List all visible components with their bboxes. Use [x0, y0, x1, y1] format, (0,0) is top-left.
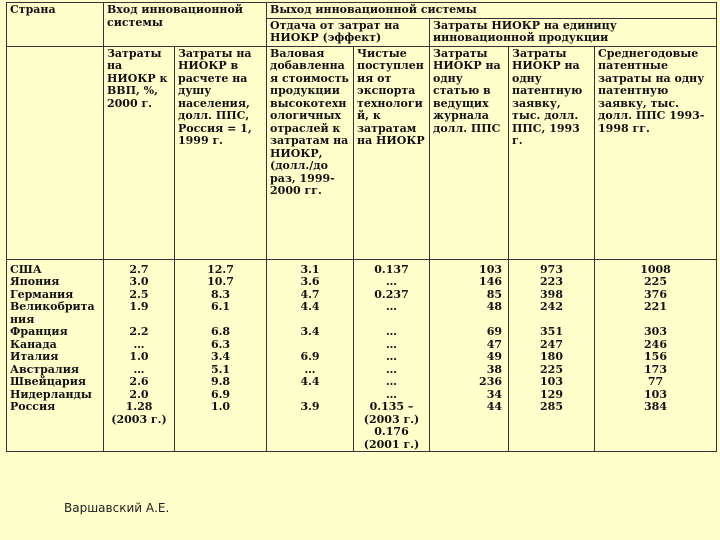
header-rnd-per-capita: Затраты на НИОКР в расчете на душу населения, долл. ППС, Россия = 1, 1999 г. — [175, 46, 267, 259]
per-patent-cell: 180 — [509, 351, 595, 364]
per-article-cell: 85 — [430, 289, 509, 302]
header-output: Выход инновационной системы — [267, 3, 717, 19]
author-caption: Варшавский А.Е. — [64, 501, 170, 515]
per-article-cell: 38 — [430, 364, 509, 377]
export-cell: … — [354, 351, 430, 364]
per-patent-avg-cell: 77 — [595, 376, 717, 389]
header-effect: Отдача от затрат на НИОКР (эффект) — [267, 18, 430, 46]
rnd-gdp-cell: 2.6 — [104, 376, 175, 389]
export-cell: … — [354, 389, 430, 402]
table-row — [7, 376, 717, 389]
per-patent-avg-cell: 303 — [595, 326, 717, 339]
header-blank — [7, 46, 104, 259]
rnd-gdp-cell: 2.7 — [104, 259, 175, 276]
per-patent-avg-cell: 156 — [595, 351, 717, 364]
rnd-per-capita-cell: 6.3 — [175, 339, 267, 352]
export-cell: … — [354, 276, 430, 289]
per-article-cell: 103 — [430, 259, 509, 276]
gva-cell: 6.9 — [267, 351, 354, 364]
per-patent-avg-cell: 225 — [595, 276, 717, 289]
per-patent-avg-cell: 384 — [595, 401, 717, 452]
rnd-per-capita-cell: 5.1 — [175, 364, 267, 377]
gva-cell: 4.4 — [267, 376, 354, 389]
per-article-cell: 146 — [430, 276, 509, 289]
per-patent-cell: 973 — [509, 259, 595, 276]
per-patent-avg-cell: 1008 — [595, 259, 717, 276]
gva-cell: 3.1 — [267, 259, 354, 276]
per-patent-cell: 103 — [509, 376, 595, 389]
rnd-per-capita-cell: 6.8 — [175, 326, 267, 339]
rnd-per-capita-cell: 6.1 — [175, 301, 267, 326]
gva-cell — [267, 389, 354, 402]
header-per-article: Затраты НИОКР на одну статью в ведущих журнала долл. ППС — [430, 46, 509, 259]
table-row — [7, 301, 717, 326]
gva-cell: 4.7 — [267, 289, 354, 302]
export-cell: … — [354, 364, 430, 377]
export-cell: … — [354, 301, 430, 326]
gva-cell — [267, 339, 354, 352]
rnd-gdp-cell: 1.9 — [104, 301, 175, 326]
per-patent-avg-cell: 173 — [595, 364, 717, 377]
rnd-per-capita-cell: 1.0 — [175, 401, 267, 452]
per-patent-avg-cell: 246 — [595, 339, 717, 352]
header-per-patent: Затраты НИОКР на одну патентную заявку, тыс. долл. ППС, 1993 г. — [509, 46, 595, 259]
rnd-per-capita-cell: 8.3 — [175, 289, 267, 302]
per-article-cell: 69 — [430, 326, 509, 339]
rnd-gdp-cell: 3.0 — [104, 276, 175, 289]
export-cell: … — [354, 376, 430, 389]
country-cell: Япония — [7, 276, 104, 289]
country-cell: Нидерланды — [7, 389, 104, 402]
gva-cell: 4.4 — [267, 301, 354, 326]
per-patent-cell: 225 — [509, 364, 595, 377]
per-patent-cell: 398 — [509, 289, 595, 302]
header-country: Страна — [7, 3, 104, 47]
rnd-gdp-cell: 2.0 — [104, 389, 175, 402]
rnd-per-capita-cell: 3.4 — [175, 351, 267, 364]
header-rnd-gdp: Затраты на НИОКР к ВВП, %, 2000 г. — [104, 46, 175, 259]
per-article-cell: 48 — [430, 301, 509, 326]
per-patent-cell: 129 — [509, 389, 595, 402]
rnd-per-capita-cell: 6.9 — [175, 389, 267, 402]
export-cell: 0.135 – (2003 г.) 0.176 (2001 г.) — [354, 401, 430, 452]
gva-cell: 3.9 — [267, 401, 354, 452]
per-patent-avg-cell: 103 — [595, 389, 717, 402]
rnd-per-capita-cell: 9.8 — [175, 376, 267, 389]
country-cell: США — [7, 259, 104, 276]
export-cell: 0.137 — [354, 259, 430, 276]
header-per-unit: Затраты НИОКР на единицу инновационной продукции — [430, 18, 717, 46]
header-gva: Валовая добавленная стоимость продукции высокотехнологичных отраслей к затратам на НИОКР, (долл./до раз, 1999-2000 гг. — [267, 46, 354, 259]
rnd-gdp-cell: 1.0 — [104, 351, 175, 364]
per-patent-avg-cell: 221 — [595, 301, 717, 326]
table-row — [7, 364, 717, 377]
country-cell: Германия — [7, 289, 104, 302]
country-cell: Канада — [7, 339, 104, 352]
per-patent-cell: 242 — [509, 301, 595, 326]
country-cell: Великобритания — [7, 301, 104, 326]
table-row — [7, 326, 717, 339]
innovation-table — [6, 2, 717, 452]
gva-cell: 3.6 — [267, 276, 354, 289]
per-patent-cell: 351 — [509, 326, 595, 339]
header-per-patent-avg: Среднегодовые патентные затраты на одну патентную заявку, тыс. долл. ППС 1993- 1998 гг. — [595, 46, 717, 259]
per-article-cell: 47 — [430, 339, 509, 352]
country-cell: Австралия — [7, 364, 104, 377]
per-patent-avg-cell: 376 — [595, 289, 717, 302]
table-row — [7, 289, 717, 302]
rnd-per-capita-cell: 12.7 — [175, 259, 267, 276]
per-article-cell: 236 — [430, 376, 509, 389]
header-export: Чистые поступления от экспорта технологий, к затратам на НИОКР — [354, 46, 430, 259]
table-row — [7, 401, 717, 452]
per-patent-cell: 223 — [509, 276, 595, 289]
rnd-gdp-cell: … — [104, 364, 175, 377]
country-cell: Швейцария — [7, 376, 104, 389]
export-cell: … — [354, 326, 430, 339]
rnd-gdp-cell: 2.2 — [104, 326, 175, 339]
table-row — [7, 276, 717, 289]
per-article-cell: 34 — [430, 389, 509, 402]
gva-cell: 3.4 — [267, 326, 354, 339]
export-cell: … — [354, 339, 430, 352]
table-row — [7, 389, 717, 402]
per-patent-cell: 285 — [509, 401, 595, 452]
per-article-cell: 44 — [430, 401, 509, 452]
header-input: Вход инновационной системы — [104, 3, 267, 47]
rnd-gdp-cell: 2.5 — [104, 289, 175, 302]
country-cell: Франция — [7, 326, 104, 339]
per-patent-cell: 247 — [509, 339, 595, 352]
per-article-cell: 49 — [430, 351, 509, 364]
rnd-gdp-cell: 1.28 (2003 г.) — [104, 401, 175, 452]
table-row — [7, 259, 717, 276]
rnd-gdp-cell: … — [104, 339, 175, 352]
table-row — [7, 351, 717, 364]
rnd-per-capita-cell: 10.7 — [175, 276, 267, 289]
country-cell: Россия — [7, 401, 104, 452]
gva-cell: … — [267, 364, 354, 377]
country-cell: Италия — [7, 351, 104, 364]
table-row — [7, 339, 717, 352]
export-cell: 0.237 — [354, 289, 430, 302]
